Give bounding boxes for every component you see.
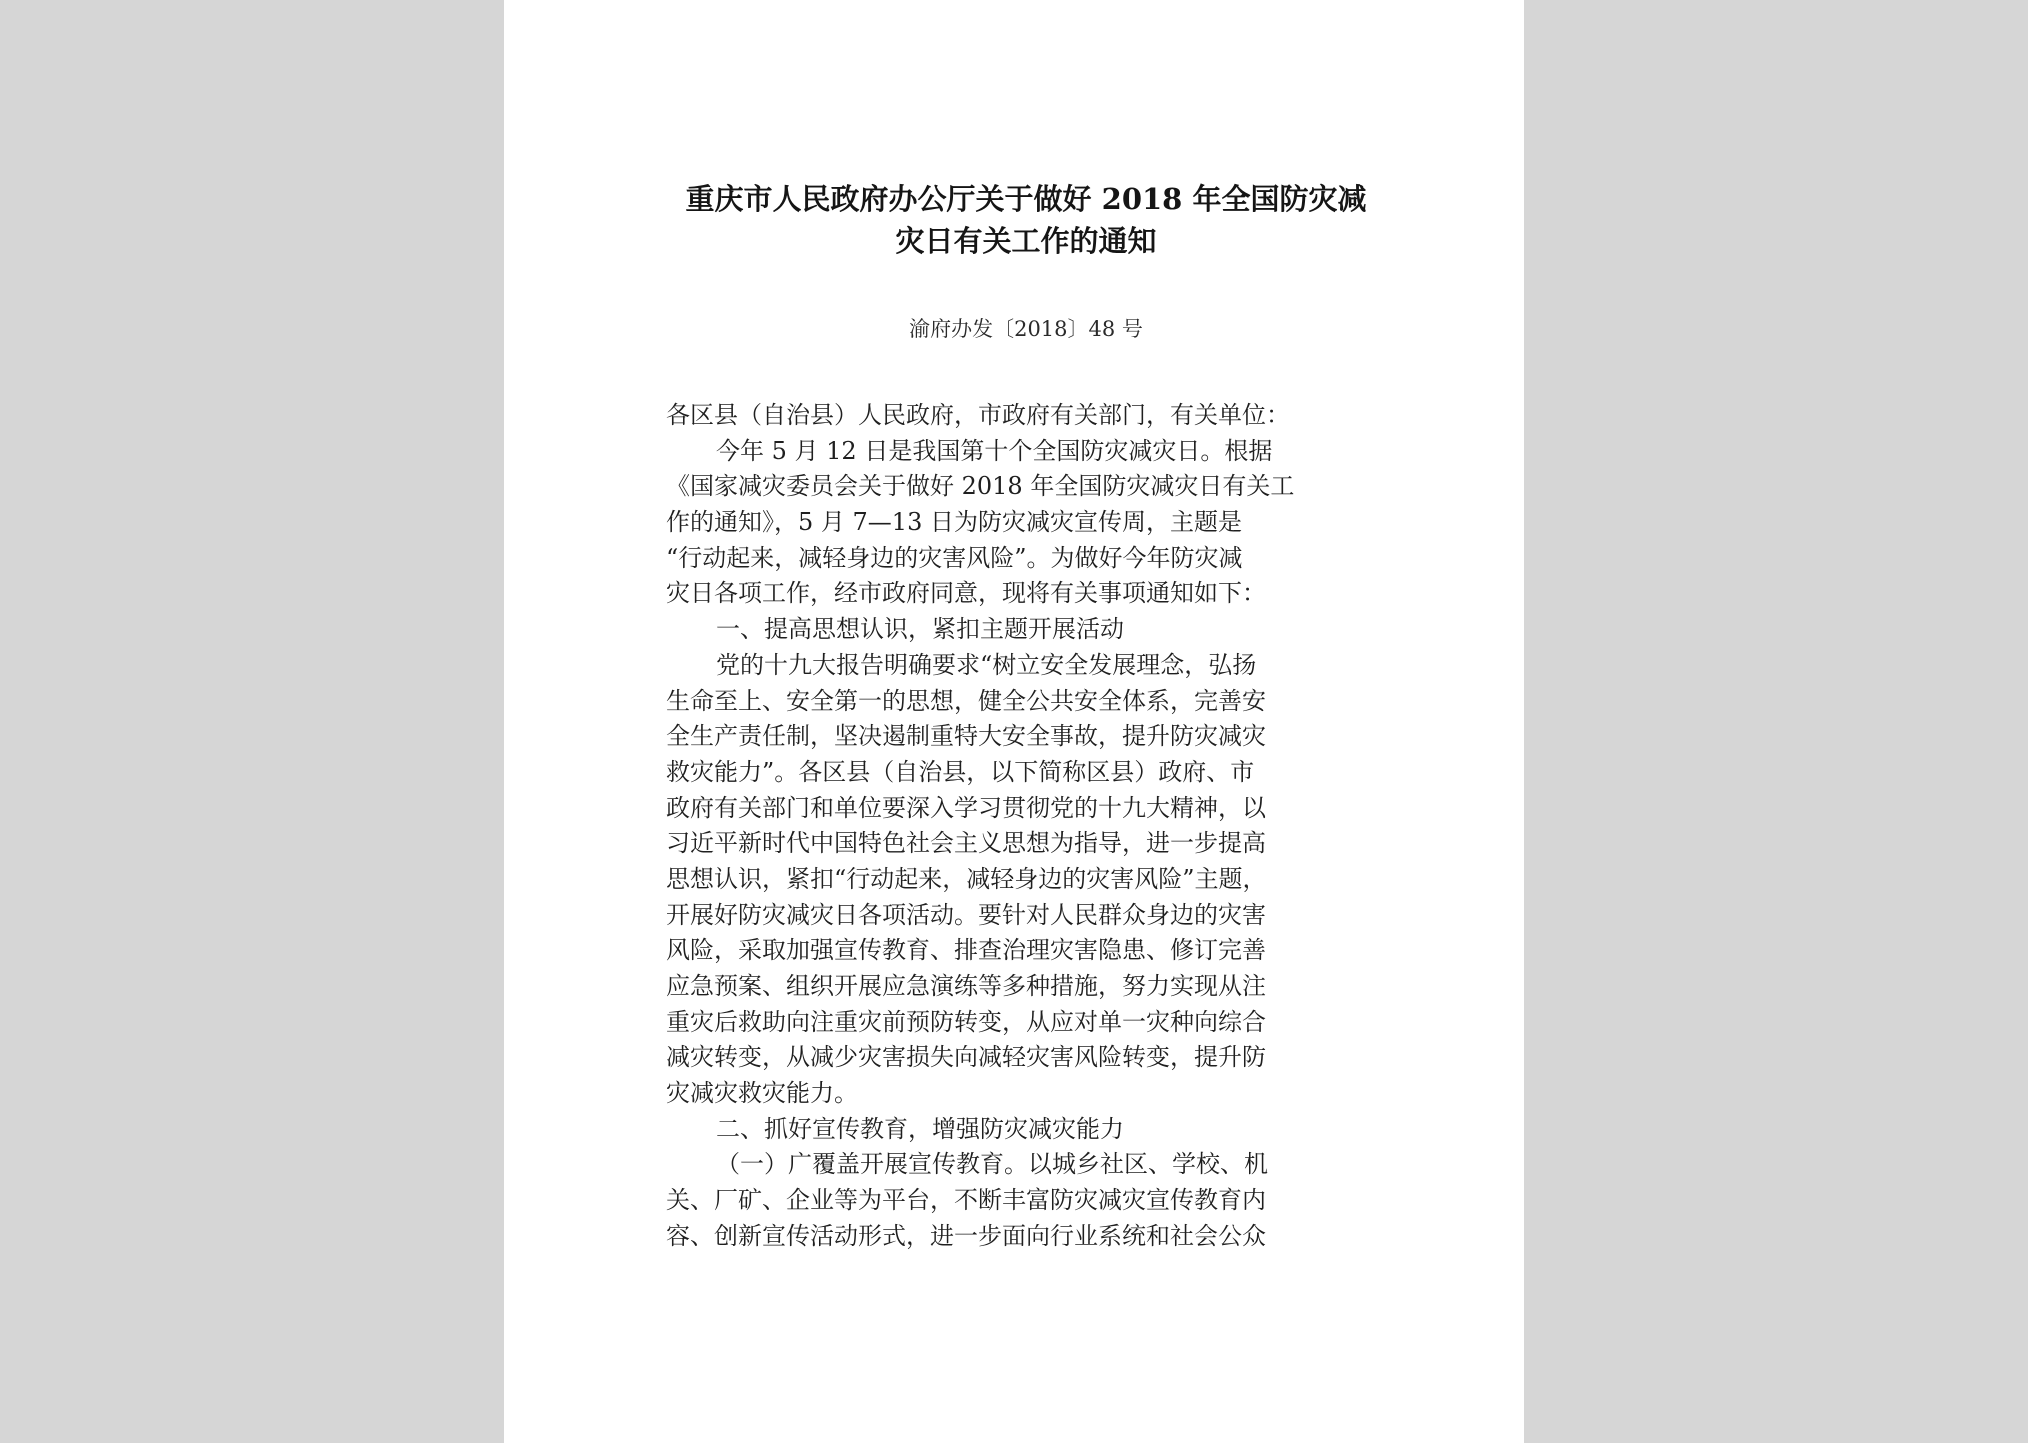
title-line-1: 重庆市人民政府办公厅关于做好 2018 年全国防灾减: [685, 182, 1367, 216]
body-line: “行动起来，减轻身边的灾害风险”。为做好今年防灾减: [666, 543, 1243, 572]
body-line: 今年 5 月 12 日是我国第十个全国防灾减灾日。根据: [716, 436, 1273, 465]
body-line: 政府有关部门和单位要深入学习贯彻党的十九大精神，以: [666, 793, 1266, 822]
body-line: 作的通知》，5 月 7—13 日为防灾减灾宣传周，主题是: [666, 508, 1242, 537]
title-line-2: 灾日有关工作的通知: [895, 224, 1157, 258]
body-line: 习近平新时代中国特色社会主义思想为指导，进一步提高: [666, 829, 1266, 858]
body-line: 容、创新宣传活动形式，进一步面向行业系统和社会公众: [666, 1221, 1266, 1250]
body-line: 思想认识，紧扣“行动起来，减轻身边的灾害风险”主题，: [666, 864, 1267, 893]
document-page: [504, 0, 1524, 1443]
document-number: 渝府办发〔2018〕48 号: [909, 317, 1143, 341]
body-line: 救灾能力”。各区县（自治县，以下简称区县）政府、市: [666, 757, 1255, 786]
document-body: [666, 398, 1386, 1255]
body-line: 生命至上、安全第一的思想，健全公共安全体系，完善安: [666, 686, 1266, 715]
body-line: 灾减灾救灾能力。: [666, 1079, 858, 1108]
document-title: [666, 178, 1386, 262]
body-line: 全生产责任制，坚决遏制重特大安全事故，提升防灾减灾: [666, 722, 1266, 751]
body-line: 党的十九大报告明确要求“树立安全发展理念，弘扬: [716, 650, 1257, 679]
body-line: 关、厂矿、企业等为平台，不断丰富防灾减灾宣传教育内: [666, 1186, 1266, 1215]
body-line: 风险，采取加强宣传教育、排查治理灾害隐患、修订完善: [666, 936, 1266, 965]
section-heading-2: 二、抓好宣传教育，增强防灾减灾能力: [716, 1114, 1124, 1143]
body-line: 应急预案、组织开展应急演练等多种措施，努力实现从注: [666, 972, 1266, 1000]
salutation-line: 各区县（自治县）人民政府，市政府有关部门，有关单位：: [666, 401, 1290, 429]
section-heading-1: 一、提高思想认识，紧扣主题开展活动: [716, 615, 1124, 644]
body-line: （一）广覆盖开展宣传教育。以城乡社区、学校、机: [716, 1150, 1268, 1179]
body-line: 灾日各项工作，经市政府同意，现将有关事项通知如下：: [666, 579, 1266, 608]
body-line: 减灾转变，从减少灾害损失向减轻灾害风险转变，提升防: [666, 1043, 1266, 1072]
body-line: 重灾后救助向注重灾前预防转变，从应对单一灾种向综合: [666, 1007, 1266, 1036]
body-line: 开展好防灾减灾日各项活动。要针对人民群众身边的灾害: [666, 900, 1266, 929]
body-line: 《国家减灾委员会关于做好 2018 年全国防灾减灾日有关工: [666, 472, 1295, 501]
